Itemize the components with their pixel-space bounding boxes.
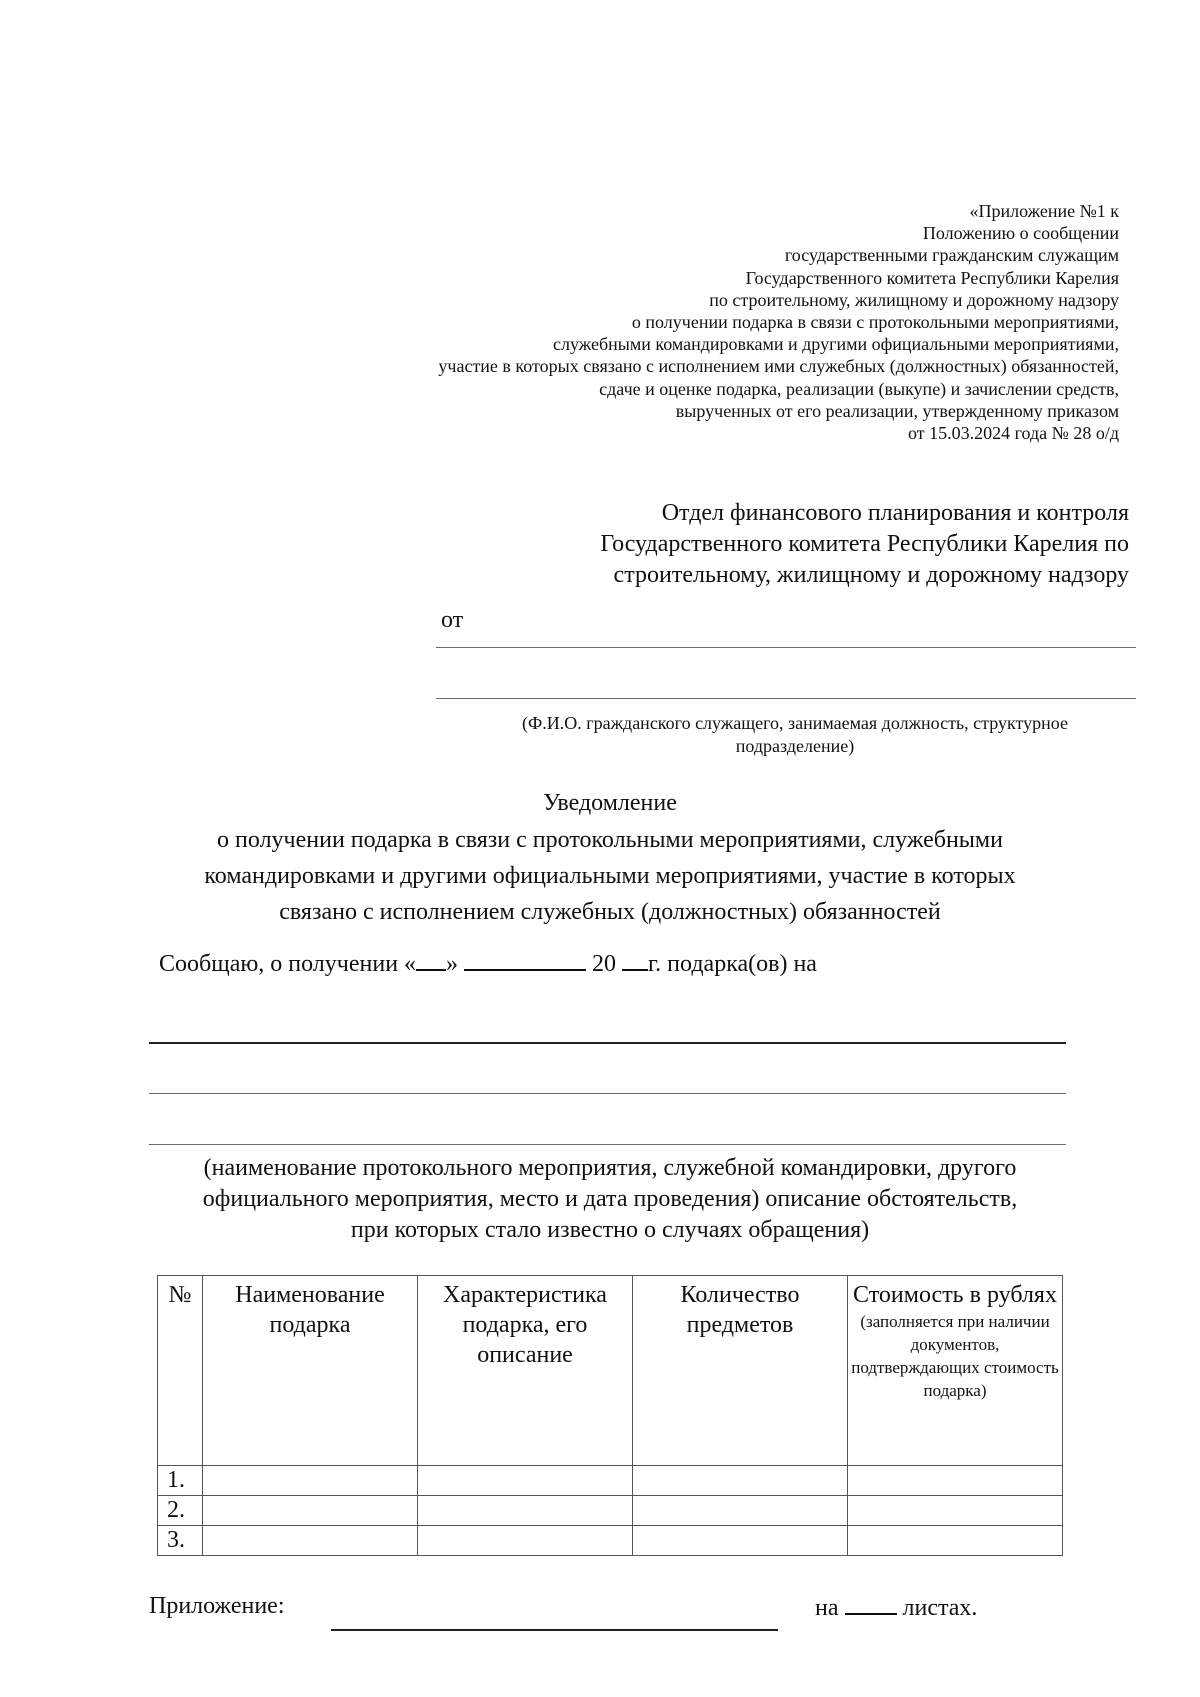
gifts-table <box>157 1275 1063 1556</box>
addressee-line: Отдел финансового планирования и контроля <box>661 500 1129 526</box>
event-line-1[interactable] <box>149 1042 1066 1044</box>
event-caption-line: при которых стало известно о случаях обращения) <box>350 1217 870 1243</box>
event-line-3[interactable] <box>149 1144 1066 1145</box>
appendix-line: Положению о сообщении <box>922 223 1119 244</box>
event-caption-line: официального мероприятия, место и дата проведения) описание обстоятельств, <box>202 1186 1018 1212</box>
table-row <box>158 1466 1063 1496</box>
report-text: Сообщаю, о получении « <box>159 951 417 977</box>
cell-description[interactable] <box>418 1466 633 1496</box>
report-text: » <box>446 951 465 977</box>
sender-position-line[interactable] <box>436 698 1136 699</box>
appendix-line: от 15.03.2024 года № 28 о/д <box>907 423 1119 444</box>
cell-quantity[interactable] <box>633 1466 848 1496</box>
attachment-on: на <box>815 1595 839 1621</box>
sender-name-line[interactable] <box>436 647 1136 648</box>
notice-title: Уведомление <box>543 790 677 816</box>
attachment-sheets-label: листах. <box>902 1595 978 1621</box>
appendix-line: сдаче и оценке подарка, реализации (выкупе) и зачислении средств, <box>599 378 1119 399</box>
cell-cost[interactable] <box>848 1466 1063 1496</box>
appendix-line: Государственного комитета Республики Карелия <box>745 267 1119 288</box>
addressee-line: строительному, жилищному и дорожному надзору <box>613 562 1129 588</box>
event-line-2[interactable] <box>149 1093 1066 1094</box>
cell-quantity[interactable] <box>633 1496 848 1526</box>
event-caption <box>110 1153 1110 1246</box>
report-sentence <box>159 947 817 979</box>
sender-caption-line: (Ф.И.О. гражданского служащего, занимаемая должность, структурное <box>522 713 1068 733</box>
appendix-line: участие в которых связано с исполнением ими служебных (должностных) обязанностей, <box>438 356 1119 377</box>
header-description: Характеристика подарка, его описание <box>418 1276 633 1466</box>
addressee-block <box>409 498 1129 591</box>
table-row <box>158 1526 1063 1556</box>
cell-name[interactable] <box>203 1496 418 1526</box>
addressee-line: Государственного комитета Республики Карелия по <box>600 531 1129 557</box>
row-number: 2. <box>158 1496 203 1526</box>
cell-cost[interactable] <box>848 1526 1063 1556</box>
cell-name[interactable] <box>203 1466 418 1496</box>
notice-subtitle-line: о получении подарка в связи с протокольными мероприятиями, служебными <box>217 827 1003 853</box>
month-blank[interactable] <box>464 947 586 971</box>
attachment-sheets <box>815 1591 977 1623</box>
cell-description[interactable] <box>418 1496 633 1526</box>
sender-caption <box>440 712 1150 758</box>
appendix-line: вырученных от его реализации, утвержденному приказом <box>675 400 1119 421</box>
notice-subtitle-line: командировками и другими официальными мероприятиями, участие в которых <box>204 863 1016 889</box>
appendix-line: по строительному, жилищному и дорожному надзору <box>709 289 1119 310</box>
header-quantity: Количество предметов <box>633 1276 848 1466</box>
appendix-line: государственными гражданским служащим <box>784 245 1119 266</box>
notice-subtitle <box>110 822 1110 930</box>
appendix-line: о получении подарка в связи с протокольными мероприятиями, <box>631 312 1119 333</box>
cell-name[interactable] <box>203 1526 418 1556</box>
day-blank[interactable] <box>416 947 446 971</box>
cell-cost[interactable] <box>848 1496 1063 1526</box>
report-text: 20 <box>586 951 623 977</box>
appendix-header <box>259 200 1119 444</box>
table-header-row <box>158 1276 1063 1466</box>
notice-subtitle-line: связано с исполнением служебных (должностных) обязанностей <box>279 899 941 925</box>
cell-quantity[interactable] <box>633 1526 848 1556</box>
header-cost-note: (заполняется при наличии документов, подтверждающих стоимость подарка) <box>851 1312 1059 1400</box>
report-text: г. подарка(ов) на <box>648 951 817 977</box>
sheets-count-blank[interactable] <box>845 1591 897 1615</box>
header-cost-label: Стоимость в рублях <box>853 1282 1057 1308</box>
attachment-blank[interactable] <box>331 1629 778 1631</box>
attachment-label: Приложение: <box>149 1593 285 1619</box>
row-number: 3. <box>158 1526 203 1556</box>
appendix-line: «Приложение №1 к <box>969 201 1119 221</box>
header-number: № <box>158 1276 203 1466</box>
appendix-line: служебными командировками и другими официальными мероприятиями, <box>553 334 1119 355</box>
cell-description[interactable] <box>418 1526 633 1556</box>
header-name: Наименование подарка <box>203 1276 418 1466</box>
table-row <box>158 1496 1063 1526</box>
row-number: 1. <box>158 1466 203 1496</box>
header-cost <box>848 1276 1063 1466</box>
event-caption-line: (наименование протокольного мероприятия, служебной командировки, другого <box>203 1155 1017 1181</box>
from-label: от <box>441 607 464 633</box>
sender-caption-line: подразделение) <box>735 736 855 756</box>
year-blank[interactable] <box>622 947 648 971</box>
